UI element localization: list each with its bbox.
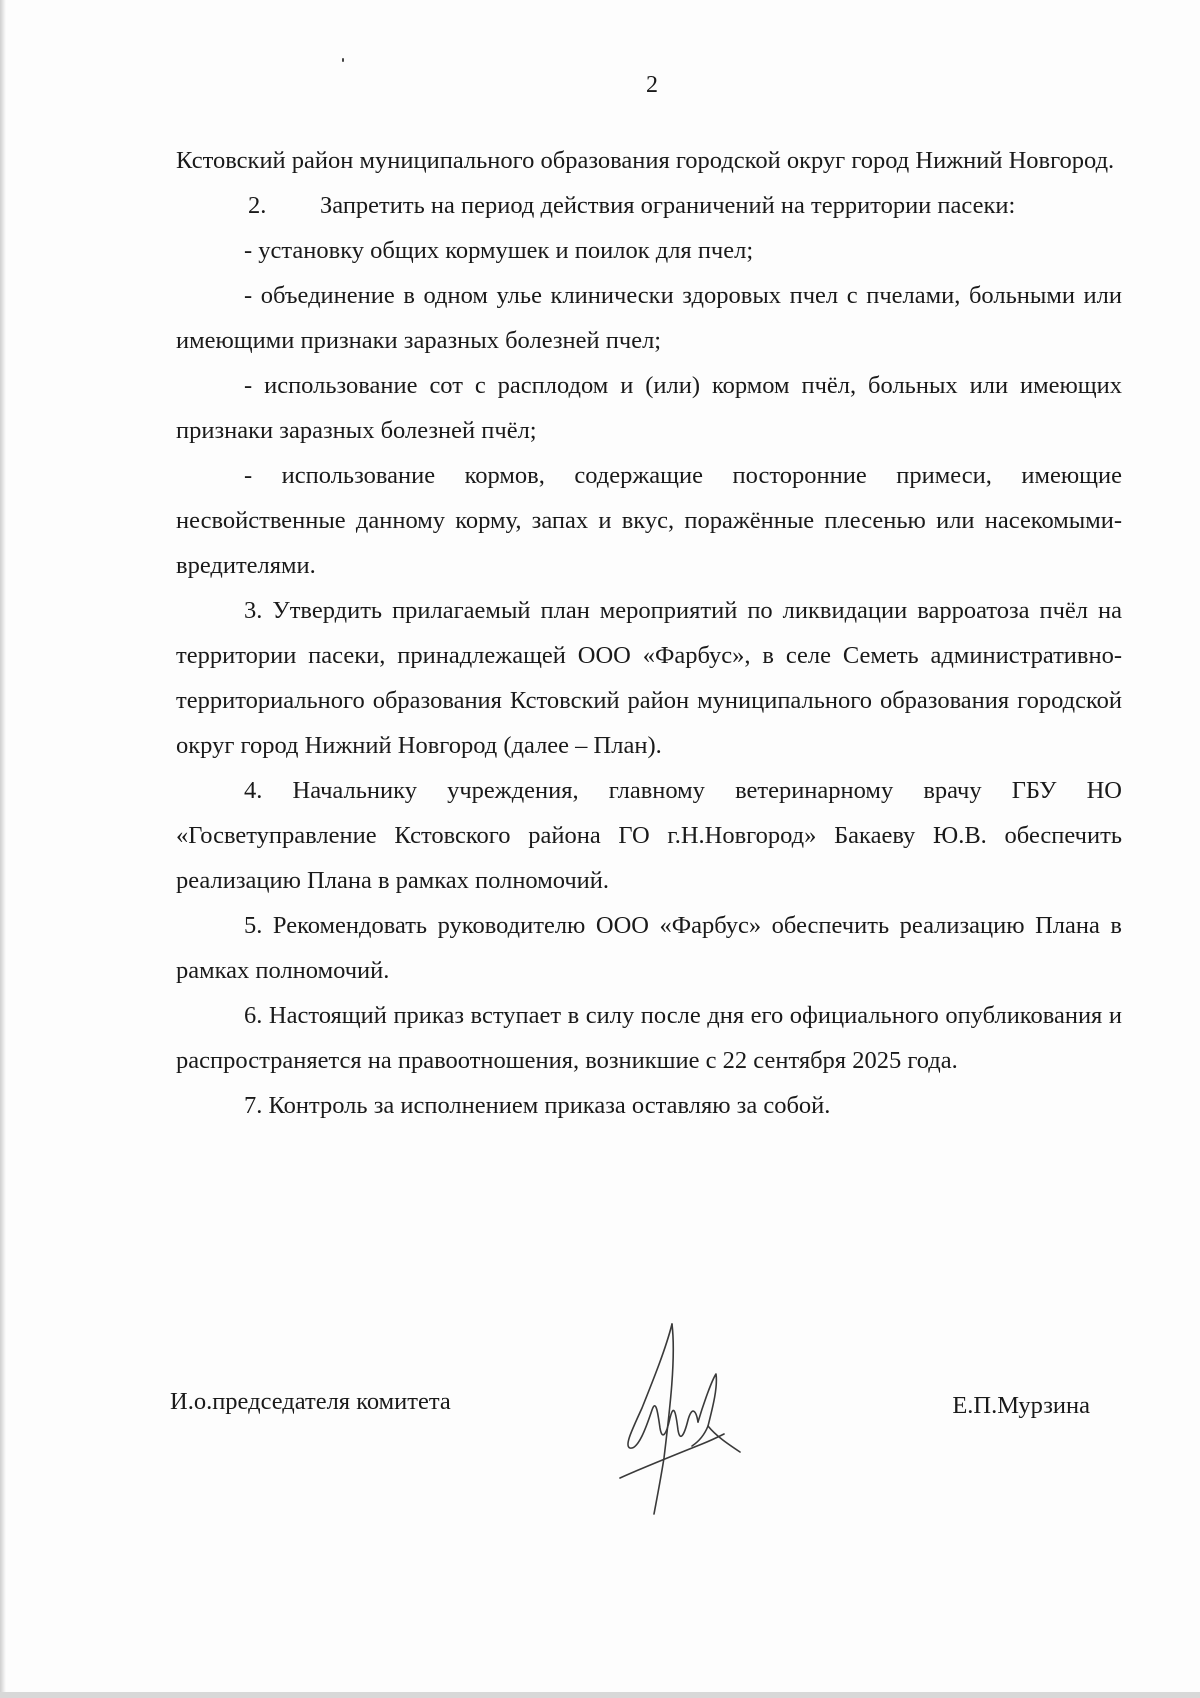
scan-edge — [0, 0, 6, 1698]
paragraph-item-7: 7. Контроль за исполнением приказа оставляю за собой. — [244, 1092, 831, 1119]
paragraph-continuation: Кстовский район муниципального образования городской округ город Нижний Новгород. — [176, 147, 1115, 174]
document-body — [176, 138, 1122, 1128]
paragraph-item-4: 4. Начальнику учреждения, главному ветеринарному врачу ГБУ НО «Госветуправление Кстовского района ГО г.Н.Новгород» Бакаеву Ю.В. обеспечить реализацию Плана в рамках полномочий. — [176, 777, 1122, 894]
signatory-name: Е.П.Мурзина — [952, 1392, 1090, 1419]
scan-speck — [342, 58, 344, 62]
item-2-text: Запретить на период действия ограничений на территории пасеки: — [320, 192, 1016, 219]
paragraph-item-3: 3. Утвердить прилагаемый план мероприятий по ликвидации варроатоза пчёл на территории пасеки, принадлежащей ООО «Фарбус», в селе Семеть административно-территориального образования Кстовский район муниципального образования городской округ город Нижний Новгород (далее – План). — [176, 597, 1122, 759]
handwritten-signature — [612, 1318, 762, 1518]
paragraph-subitem-combining: - объединение в одном улье клинически здоровых пчел с пчелами, больными или имеющими признаки заразных болезней пчел; — [176, 282, 1122, 354]
page-number: 2 — [646, 72, 658, 98]
paragraph-item-6: 6. Настоящий приказ вступает в силу после дня его официального опубликования и распространяется на правоотношения, возникшие с 22 сентября 2025 года. — [176, 1002, 1122, 1074]
signatory-title: И.о.председателя комитета — [170, 1388, 451, 1415]
paragraph-item-2 — [176, 183, 1122, 228]
paragraph-subitem-feeders: - установку общих кормушек и поилок для пчел; — [244, 237, 754, 264]
paragraph-item-5: 5. Рекомендовать руководителю ООО «Фарбус» обеспечить реализацию Плана в рамках полномочий. — [176, 912, 1122, 984]
item-2-number: 2. — [248, 192, 267, 219]
paragraph-subitem-combs: - использование сот с расплодом и (или) кормом пчёл, больных или имеющих признаки заразных болезней пчёл; — [176, 372, 1122, 444]
paragraph-subitem-feeds: - использование кормов, содержащие посторонние примеси, имеющие несвойственные данному корму, запах и вкус, поражённые плесенью или насекомыми-вредителями. — [176, 462, 1122, 579]
scan-edge-bottom — [0, 1692, 1200, 1698]
